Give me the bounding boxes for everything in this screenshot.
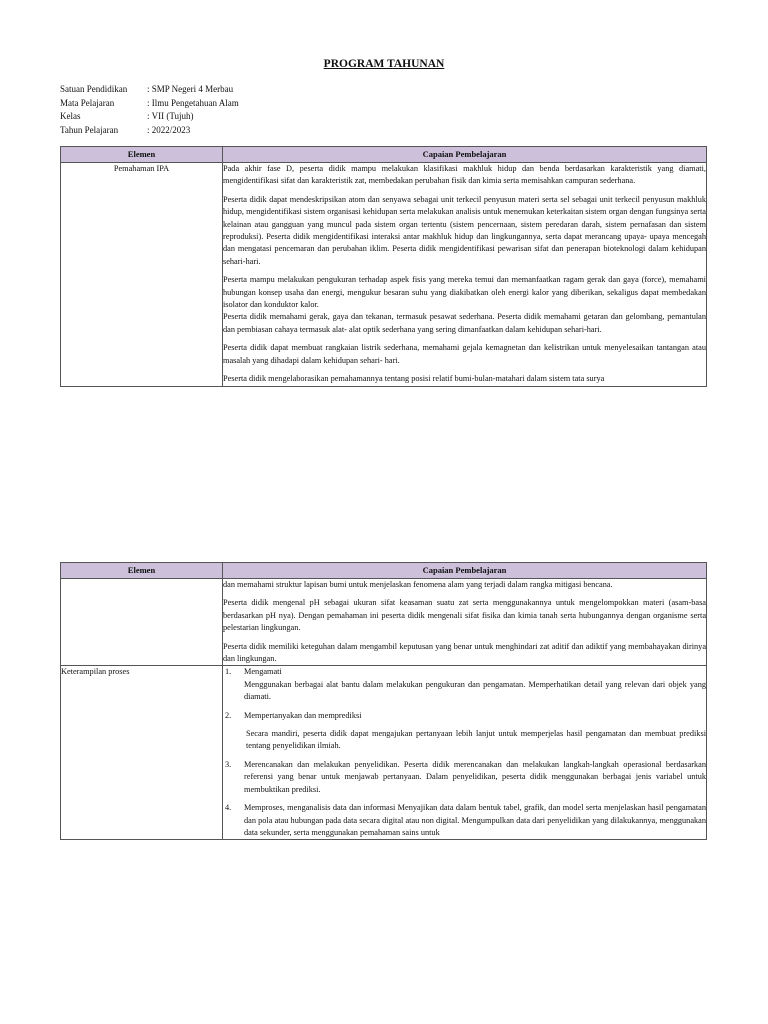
element-label: Keterampilan proses	[61, 666, 223, 840]
item-text: Menggunakan berbagai alat bantu dalam melakukan pengukuran dan pengamatan. Memperhatikan detail yang relevan dari objek yang diamati.	[244, 679, 706, 702]
table-row	[61, 579, 707, 666]
outcome-paragraph: Peserta didik memiliki keteguhan dalam mengambil keputusan yang benar untuk menghindari zat aditif dan adiktif yang membahayakan dirinya dan lingkungan.	[223, 641, 706, 664]
item-number: 4.	[225, 803, 232, 813]
outcome-paragraph: Peserta didik dapat membuat rangkaian listrik sederhana, memahami gejala kemagnetan dan kelistrikan untuk menyelesaikan tantangan atau masalah yang dihadapi dalam kehidupan sehari- hari.	[223, 343, 706, 365]
meta-row-year	[60, 124, 239, 138]
meta-value: : SMP Negeri 4 Merbau	[147, 84, 234, 94]
meta-value: : VII (Tujuh)	[147, 111, 194, 121]
list-item	[223, 666, 706, 703]
meta-value: : Ilmu Pengetahuan Alam	[147, 97, 239, 108]
document-meta	[60, 83, 239, 137]
item-text: Merencanakan dan melakukan penyelidikan. Peserta didik merencanakan dan melakukan langkah-langkah operasional berdasarkan referensi yang benar untuk menjawab pertanyaan. Dalam penyelidikan, peserta didik menggunakan berbagai jenis variabel untuk membuktikan prediksi.	[244, 759, 706, 794]
header-elemen: Elemen	[61, 563, 223, 579]
meta-row-subject	[60, 97, 239, 111]
outcome-paragraph: Peserta mampu melakukan pengukuran terhadap aspek fisis yang mereka temui dan memanfaatkan ragam gerak dan gaya (force), memahami hubungan konsep usaha dan energi, mengukur besaran suhu yang diakibatkan oleh energi kalor yang diberikan, sekaligus dapat membedakan isolator dan konduktor kalor.	[223, 275, 706, 310]
item-number: 3.	[225, 759, 232, 769]
outcome-paragraph: Peserta didik mengenal pH sebagai ukuran sifat keasaman suatu zat serta menggunakannya untuk mengelompokkan materi (asam-basa berdasarkan pH nya). Dengan pemahaman ini peserta didik mengenali sifat fisika dan kimia tanah serta hubungannya dengan organisme serta pelestarian lingkungan.	[223, 598, 706, 633]
outcome-paragraph: Pada akhir fase D, peserta didik mampu melakukan klasifikasi makhluk hidup dan benda berdasarkan karakteristik yang diamati, mengidentifikasi sifat dan karakteristik zat, membedakan perubahan fisik dan kimia serta memisahkan campuran sederhana.	[223, 164, 706, 186]
learning-outcomes-table-1	[60, 146, 707, 387]
header-capaian: Capaian Pembelajaran	[223, 147, 707, 163]
item-number: 2.	[225, 710, 232, 720]
meta-row-school	[60, 83, 239, 97]
document-title: PROGRAM TAHUNAN	[323, 58, 445, 70]
outcome-cell	[223, 666, 707, 840]
list-item	[223, 802, 706, 839]
header-capaian: Capaian Pembelajaran	[223, 563, 707, 579]
table-row	[61, 163, 707, 387]
process-skill-list	[223, 666, 706, 839]
item-text: Secara mandiri, peserta didik dapat mengajukan pertanyaan lebih lanjut untuk memperjelas hasil pengamatan dan membuat prediksi tentang penyelidikan ilmiah.	[246, 729, 706, 751]
item-heading: Mempertanyakan dan memprediksi	[244, 710, 362, 720]
table-row	[61, 666, 707, 840]
outcome-paragraph: Peserta didik mengelaborasikan pemahamannya tentang posisi relatif bumi-bulan-matahari dalam sistem tata surya	[223, 374, 605, 384]
meta-row-class	[60, 110, 239, 124]
element-label: Pemahaman IPA	[61, 163, 223, 387]
meta-label: Satuan Pendidikan	[60, 84, 128, 94]
table-header-row	[61, 563, 707, 579]
list-item	[223, 710, 706, 753]
list-item	[223, 759, 706, 796]
outcome-cell	[223, 579, 707, 666]
header-elemen: Elemen	[61, 147, 223, 163]
outcome-paragraph: Peserta didik dapat mendeskripsikan atom dan senyawa sebagai unit terkecil penyusun materi serta sel sebagai unit terkecil penyusun makhluk hidup, mengidentifikasi sistem organisasi kehidupan serta melakukan analisis untuk menemukan keterkaitan sistem organ dengan fungsinya serta kelainan atau gangguan yang muncul pada sistem organ tertentu (sistem pencernaan, sistem peredaran darah, sistem pernafasan dan sistem reproduksi). Peserta didik mengidentifikasi interaksi antar makhluk hidup dan lingkungannya, serta dapat merancang upaya- upaya mencegah dan mengatasi pencemaran dan perubahan iklim. Peserta didik mengidentifikasi pewarisan sifat dan penerapan bioteknologi dalam kehidupan sehari-hari.	[223, 194, 706, 266]
outcome-cell	[223, 163, 707, 387]
outcome-paragraph: dan memahami struktur lapisan bumi untuk menjelaskan fenomena alam yang terjadi dalam rangka mitigasi bencana.	[223, 580, 613, 589]
outcome-paragraph: Peserta didik memahami gerak, gaya dan tekanan, termasuk pesawat sederhana. Peserta didik memahami getaran dan gelombang, pemantulan dan pembiasan cahaya termasuk alat- alat optik sederhana yang sering dimanfaatkan dalam kehidupan sehari-hari.	[223, 312, 706, 334]
meta-value: : 2022/2023	[147, 124, 191, 135]
meta-label: Mata Pelajaran	[60, 97, 115, 108]
table-header-row	[61, 147, 707, 163]
element-label-empty	[61, 579, 223, 666]
item-number: 1.	[225, 667, 232, 677]
learning-outcomes-table-2	[60, 562, 707, 840]
meta-label: Kelas	[60, 111, 81, 121]
item-text: Memproses, menganalisis data dan informasi Menyajikan data dalam bentuk tabel, grafik, dan model serta menjelaskan hasil pengamatan dan pola atau hubungan pada data secara digital atau non digital. Mengumpulkan data dari penyelidikan yang dilakukannya, menggunakan data sekunder, serta menggunakan pemahaman sains untuk	[244, 803, 706, 837]
item-heading: Mengamati	[244, 667, 282, 677]
meta-label: Tahun Pelajaran	[60, 124, 119, 135]
